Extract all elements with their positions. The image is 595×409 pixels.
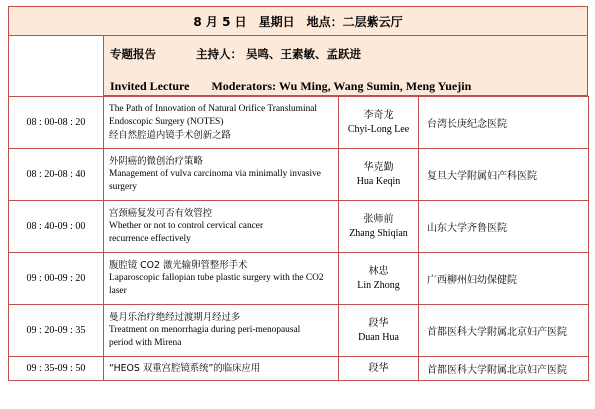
table-row: [9, 149, 589, 201]
session-header: [103, 36, 588, 96]
talk-title-line: period with Mirena: [109, 338, 182, 348]
speaker-cell: [339, 97, 419, 149]
hosts-en: Moderators: Wu Ming, Wang Sumin, Meng Yuejin: [211, 79, 472, 93]
talk-time: 09 : 35-09 : 50: [9, 357, 104, 381]
talk-time: 08 : 00-08 : 20: [9, 97, 104, 149]
speaker-name-en: Lin Zhong: [357, 279, 400, 291]
talk-title-line: 经自然腔道内镜手术创新之路: [109, 130, 231, 141]
talk-title-cell: [104, 201, 339, 253]
talk-title-line: Laparoscopic fallopian tube plastic surgery with the CO2: [109, 273, 324, 283]
talk-title-line: “HEOS 双重宫腔镜系统”的临床应用: [109, 363, 261, 374]
table-row: [9, 305, 589, 357]
speaker-cell: [339, 201, 419, 253]
talk-title-line: The Path of Innovation of Natural Orifice Transluminal: [109, 104, 318, 114]
session-title-en: Invited Lecture: [110, 79, 190, 93]
institution: 广西柳州妇幼保健院: [419, 253, 589, 305]
location-text: 地点：二层紫云厅: [306, 14, 403, 29]
speaker-cell: [339, 149, 419, 201]
speaker-name-zh: 华克勤: [363, 161, 394, 173]
session-left-cell: [8, 36, 104, 96]
table-row: [9, 201, 589, 253]
table-row: [9, 253, 589, 305]
institution: 复旦大学附属妇产科医院: [419, 149, 589, 201]
date-text: 8 月 5 日: [193, 14, 247, 29]
speaker-cell: [339, 253, 419, 305]
speaker-name-en: Duan Hua: [358, 331, 399, 343]
speaker-name-en: Zhang Shiqian: [349, 227, 408, 239]
talk-title-line: recurrence effectively: [109, 234, 191, 244]
talk-title-line: laser: [109, 286, 127, 296]
talk-title-line: surgery: [109, 182, 137, 192]
talk-title-line: Treatment on menorrhagia during peri-menopausal: [109, 325, 301, 335]
institution: 山东大学齐鲁医院: [419, 201, 589, 253]
talk-title-line: 曼月乐治疗绝经过渡期月经过多: [109, 312, 241, 323]
talk-time: 08 : 40-09 : 00: [9, 201, 104, 253]
table-row: [9, 357, 589, 381]
talk-title-cell: [104, 357, 339, 381]
talk-title-cell: [104, 253, 339, 305]
institution: 首都医科大学附属北京妇产医院: [419, 357, 589, 381]
speaker-cell: [339, 357, 419, 381]
talk-time: 09 : 20-09 : 35: [9, 305, 104, 357]
session-zh-line: [110, 46, 361, 62]
talks-table: [8, 96, 589, 381]
speaker-name-zh: 林忠: [368, 265, 389, 277]
talk-time: 09 : 00-09 : 20: [9, 253, 104, 305]
talk-title-line: 外阴癌的微创治疗策略: [109, 156, 203, 167]
speaker-name-zh: 张师前: [363, 213, 394, 225]
speaker-name-zh: 段华: [368, 362, 389, 374]
talk-time: 08 : 20-08 : 40: [9, 149, 104, 201]
speaker-name-zh: 李奇龙: [363, 109, 394, 121]
hosts-zh: 吴鸣、王素敏、孟跃进: [246, 47, 362, 61]
session-en-line: [110, 79, 471, 94]
session-title-zh: 专题报告: [110, 47, 156, 61]
speaker-name-en: Hua Keqin: [356, 175, 401, 187]
speaker-name-zh: 段华: [368, 317, 389, 329]
day-header: [8, 6, 588, 36]
institution: 台湾长庚纪念医院: [419, 97, 589, 149]
weekday-text: 星期日: [258, 14, 295, 29]
talk-title-cell: [104, 97, 339, 149]
talk-title-line: 腹腔镜 CO2 激光输卵管整形手术: [109, 260, 248, 271]
table-row: [9, 97, 589, 149]
talk-title-line: Whether or not to control cervical cancer: [109, 221, 264, 231]
talk-title-line: Management of vulva carcinoma via minimally invasive: [109, 169, 321, 179]
institution: 首都医科大学附属北京妇产医院: [419, 305, 589, 357]
talk-title-line: 宫颈癌复发可否有效管控: [109, 208, 213, 219]
speaker-name-en: Chyi-Long Lee: [347, 123, 410, 135]
talk-title-line: Endoscopic Surgery (NOTES): [109, 117, 224, 127]
talk-title-cell: [104, 305, 339, 357]
talk-title-cell: [104, 149, 339, 201]
hosts-label-zh: 主持人：: [196, 47, 242, 61]
speaker-cell: [339, 305, 419, 357]
